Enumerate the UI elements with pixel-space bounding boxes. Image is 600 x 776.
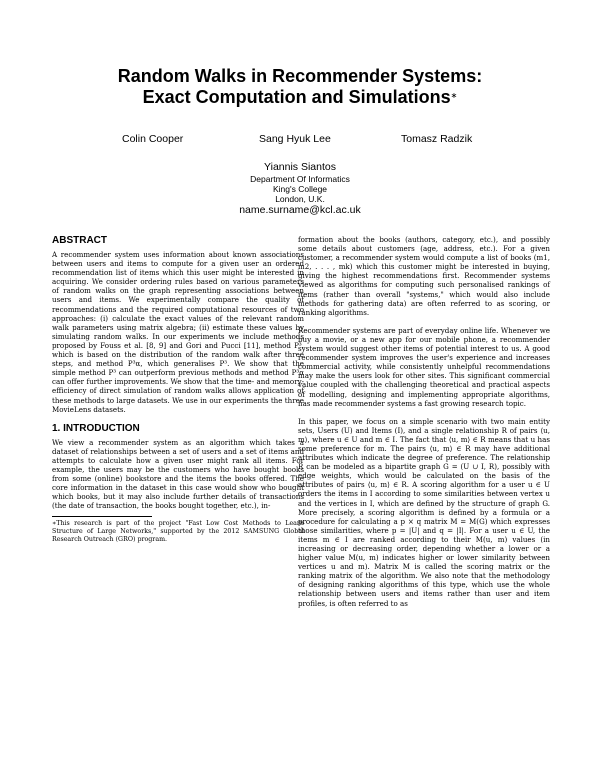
left-column — [52, 235, 304, 544]
affiliation-college: King's College — [272, 184, 328, 194]
intro-heading: 1. INTRODUCTION — [52, 422, 140, 434]
title-line-1: Random Walks in Recommender Systems: — [117, 66, 483, 86]
footnote: ∗This research is part of the project "Fast Low Cost Methods to Learn Structure of Large Networks," supported by the 2012 SAMSUNG Global Research Outreach (GRO) program. — [52, 520, 304, 544]
right-column — [298, 235, 550, 608]
right-paragraph-2: Recommender systems are part of everyday online life. Whenever we buy a movie, or a new app for our mobile phone, a recommender system would suggest other items of potential interest to us. A good recommender system improves the user's experience and increases commercial activity, while consistently unhelpful recommendations may make the users look for other sites. This significant commercial value coupled with the challenging theoretical and practical aspects of modelling, designing and implementing appropriate algorithms, has made recommender systems a fast growing research topic. — [298, 325, 550, 408]
author-2: Sang Hyuk Lee — [259, 133, 331, 145]
intro-text: We view a recommender system as an algorithm which takes a dataset of relationships between a set of users and a set of items and attempts to calculate how a given user might rank all items. For example, the users may be the customers who have bought books from some (online) bookstore and the items the books offered. The core information in the dataset in this case would show who bought which books, but it may also include further details of transactions (the date of transaction, the books bought together, etc.), in- — [52, 437, 304, 511]
affiliation-dept: Department Of Informatics — [250, 174, 350, 184]
author-3: Tomasz Radzik — [401, 133, 473, 145]
affiliation-city: London, U.K. — [275, 194, 325, 204]
paper-title — [0, 66, 600, 108]
author-1: Colin Cooper — [122, 133, 184, 145]
affiliation — [0, 174, 600, 204]
abstract-text: A recommender system uses information about known associations between users and items to compute for a given user an ordered recommendation list of items which this user might be interested in acquiring. We consider ordering rules based on various parameters of random walks on the graph representing associations between users and items. We experimentally compare the quality of recommendations and the required computational resources of two approaches: (i) calculate the exact values of the relevant random walk parameters using matrix algebra; (ii) estimate these values by simulating random walks. In our experiments we include methods proposed by Fouss et al. [8, 9] and Gori and Pucci [11], method P³, which is based on the distribution of the random walk after three steps, and method P³α, which generalises P³. We show that the simple method P³ can outperform previous methods and method P³α can offer further improvements. We show that the time- and memory-efficiency of direct simulation of random walks allows application of these methods to large datasets. We use in our experiments the three MovieLens datasets. — [52, 250, 304, 414]
abstract-heading: ABSTRACT — [52, 235, 107, 246]
footnote-rule — [52, 516, 152, 517]
title-footnote-mark: ∗ — [450, 91, 458, 100]
title-line-2: Exact Computation and Simulations — [142, 87, 451, 107]
right-paragraph-1: formation about the books (authors, category, etc.), and possibly some details about customers (age, address, etc.). For a given customer, a recommender system would compute a list of books (m1, m2, . . . , mk) which this customer might be interested in buying, giving the highest recommendations first. Recommender systems viewed as algorithms for computing such personalised rankings of items (rather than overall "systems," which would also include methods for gathering data) are often referred to as scoring, or ranking algorithms. — [298, 235, 550, 317]
email: name.surname@kcl.ac.uk — [239, 204, 361, 216]
right-paragraph-3: In this paper, we focus on a simple scenario with two main entity sets, Users (U) and Items (I), and a single relationship R of pairs ⟨u, m⟩, where u ∈ U and m ∈ I. The fact that ⟨u, m⟩ ∈ R means that u has some preference for m. The pairs ⟨u, m⟩ ∈ R may have additional attributes which indicate the degree of preference. The relationship R can be modeled as a bipartite graph G = (U ∪ I, R), possibly with edge weights, which would be calculated on the basis of the attributes of pairs ⟨u, m⟩ ∈ R. A scoring algorithm for a user u ∈ U orders the items in I according to some similarities between vertex u and the vertices in I, which are defined by the structure of graph G. More precisely, a scoring algorithm is defined by a formula or a procedure for calculating a p × q matrix M = M(G) which expresses those similarities, where p = |U| and q = |I|. For a user u ∈ U, the items m ∈ I are ranked according to their M(u, m) values (in increasing or decreasing order, depending whether a lower or a higher value M(u, m) indicates higher or lower similarity between vertices u and m). Matrix M is called the scoring matrix or the ranking matrix of the algorithm. We also note that the methodology of designing ranking algorithms of this type, which use the whole relationship between users and items rather than user and item profiles, is often referred to as — [298, 416, 550, 608]
author-4: Yiannis Siantos — [264, 161, 336, 173]
